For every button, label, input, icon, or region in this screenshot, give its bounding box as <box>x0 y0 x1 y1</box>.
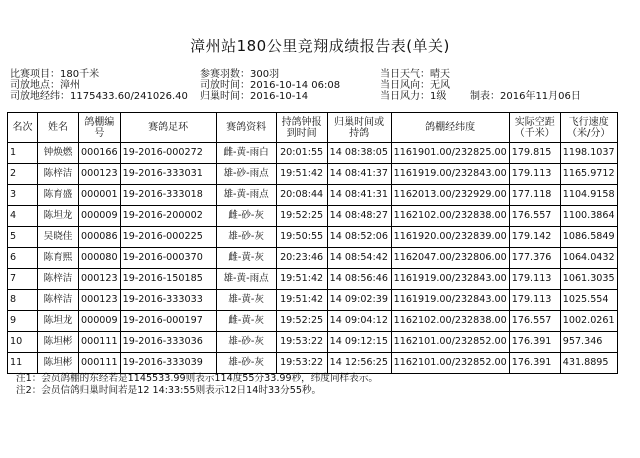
cell-ring: 19-2016-333036 <box>120 332 216 353</box>
cell-pigeon-info: 雄-砂-灰 <box>216 227 276 248</box>
cell-speed: 957.346 <box>560 332 617 353</box>
cell-speed: 431.8895 <box>560 353 617 374</box>
cell-return-time: 14 08:56:46 <box>327 269 391 290</box>
cell-speed: 1104.9158 <box>560 185 617 206</box>
cell-rank: 6 <box>8 248 38 269</box>
col-clock-time: 持鸽钟报到时间 <box>276 113 327 143</box>
cell-name: 陈梓洁 <box>38 164 79 185</box>
cell-clock-time: 19:53:22 <box>276 332 327 353</box>
cell-speed: 1165.9712 <box>560 164 617 185</box>
cell-distance: 176.557 <box>509 311 560 332</box>
cell-clock-time: 20:08:44 <box>276 185 327 206</box>
col-pigeon-info: 赛鸽资料 <box>216 113 276 143</box>
cell-ring: 19-2016-000370 <box>120 248 216 269</box>
cell-distance: 179.815 <box>509 143 560 164</box>
cell-rank: 5 <box>8 227 38 248</box>
cell-ring: 19-2016-150185 <box>120 269 216 290</box>
cell-speed: 1086.5849 <box>560 227 617 248</box>
cell-ring: 19-2016-000272 <box>120 143 216 164</box>
col-coordinates: 鸽棚经纬度 <box>391 113 509 143</box>
table-row <box>8 353 618 374</box>
cell-distance: 179.113 <box>509 164 560 185</box>
cell-distance: 176.391 <box>509 332 560 353</box>
info-release-place: 司放地点：漳州 <box>10 80 80 91</box>
cell-pigeon-info: 雄-砂-灰 <box>216 332 276 353</box>
table-row <box>8 269 618 290</box>
cell-return-time: 14 08:54:42 <box>327 248 391 269</box>
cell-name: 陈梓洁 <box>38 269 79 290</box>
results-table <box>7 112 618 374</box>
note-2: 注2：会员信鸽归巢时间若是12 14:33:55则表示12日14时33分55秒。 <box>16 385 322 396</box>
cell-loft-id: 000001 <box>79 185 121 206</box>
cell-coordinates: 1161920.00/232839.00 <box>391 227 509 248</box>
cell-pigeon-info: 雄-砂-灰 <box>216 353 276 374</box>
cell-distance: 179.113 <box>509 269 560 290</box>
table-row <box>8 164 618 185</box>
info-wind-force: 当日风力：1级 <box>380 91 447 102</box>
cell-name: 陈育盛 <box>38 185 79 206</box>
cell-pigeon-info: 雄-黄-雨点 <box>216 185 276 206</box>
cell-pigeon-info: 雌-砂-灰 <box>216 206 276 227</box>
info-wind-direction: 当日风向：无风 <box>380 80 450 91</box>
cell-coordinates: 1161919.00/232843.00 <box>391 269 509 290</box>
cell-clock-time: 19:50:55 <box>276 227 327 248</box>
cell-rank: 9 <box>8 311 38 332</box>
cell-rank: 7 <box>8 269 38 290</box>
table-row <box>8 206 618 227</box>
cell-distance: 176.391 <box>509 353 560 374</box>
cell-speed: 1025.554 <box>560 290 617 311</box>
table-row <box>8 248 618 269</box>
cell-rank: 8 <box>8 290 38 311</box>
cell-ring: 19-2016-000225 <box>120 227 216 248</box>
cell-ring: 19-2016-333039 <box>120 353 216 374</box>
cell-name: 吴晓佳 <box>38 227 79 248</box>
cell-coordinates: 1162101.00/232852.00 <box>391 332 509 353</box>
cell-rank: 11 <box>8 353 38 374</box>
cell-loft-id: 000123 <box>79 269 121 290</box>
cell-return-time: 14 09:04:12 <box>327 311 391 332</box>
cell-return-time: 14 08:41:37 <box>327 164 391 185</box>
cell-distance: 179.113 <box>509 290 560 311</box>
cell-loft-id: 000086 <box>79 227 121 248</box>
cell-distance: 177.376 <box>509 248 560 269</box>
col-speed: 飞行速度（米/分） <box>560 113 617 143</box>
cell-distance: 177.118 <box>509 185 560 206</box>
cell-distance: 179.142 <box>509 227 560 248</box>
cell-coordinates: 1162013.00/232929.00 <box>391 185 509 206</box>
cell-name: 陈坦龙 <box>38 311 79 332</box>
table-row <box>8 185 618 206</box>
cell-clock-time: 20:01:55 <box>276 143 327 164</box>
cell-rank: 1 <box>8 143 38 164</box>
cell-clock-time: 19:52:25 <box>276 311 327 332</box>
cell-pigeon-info: 雄-黄-灰 <box>216 290 276 311</box>
info-return-date: 归巢时间：2016-10-14 <box>200 91 309 102</box>
cell-pigeon-info: 雌-黄-雨白 <box>216 143 276 164</box>
cell-rank: 10 <box>8 332 38 353</box>
cell-loft-id: 000111 <box>79 353 121 374</box>
cell-name: 钟焕燃 <box>38 143 79 164</box>
cell-loft-id: 000009 <box>79 206 121 227</box>
cell-return-time: 14 08:52:06 <box>327 227 391 248</box>
cell-coordinates: 1161919.00/232843.00 <box>391 290 509 311</box>
cell-name: 陈坦龙 <box>38 206 79 227</box>
cell-loft-id: 000111 <box>79 332 121 353</box>
cell-return-time: 14 12:56:25 <box>327 353 391 374</box>
cell-name: 陈坦彬 <box>38 332 79 353</box>
cell-ring: 19-2016-000197 <box>120 311 216 332</box>
note-1: 注1：会员鸽棚的东经若是1145533.99则表示114度55分33.99秒，纬度同样表示。 <box>16 373 378 384</box>
cell-loft-id: 000123 <box>79 164 121 185</box>
cell-pigeon-info: 雌-黄-灰 <box>216 248 276 269</box>
notes <box>16 373 378 397</box>
cell-name: 陈梓洁 <box>38 290 79 311</box>
info-event: 比赛项目：180千米 <box>10 69 100 80</box>
cell-ring: 19-2016-333018 <box>120 185 216 206</box>
cell-coordinates: 1161919.00/232843.00 <box>391 164 509 185</box>
info-release-time: 司放时间：2016-10-14 06:08 <box>200 80 341 91</box>
cell-return-time: 14 08:41:31 <box>327 185 391 206</box>
cell-distance: 176.557 <box>509 206 560 227</box>
cell-loft-id: 000080 <box>79 248 121 269</box>
cell-name: 陈坦彬 <box>38 353 79 374</box>
cell-pigeon-info: 雄-砂-雨点 <box>216 164 276 185</box>
info-entries: 参赛羽数：300羽 <box>200 69 280 80</box>
cell-coordinates: 1161901.00/232825.00 <box>391 143 509 164</box>
col-ring: 赛鸽足环 <box>120 113 216 143</box>
info-release-coords: 司放地经纬：1175433.60/241026.40 <box>10 91 188 102</box>
cell-rank: 3 <box>8 185 38 206</box>
table-row <box>8 143 618 164</box>
cell-clock-time: 20:23:46 <box>276 248 327 269</box>
cell-speed: 1064.0432 <box>560 248 617 269</box>
cell-ring: 19-2016-333031 <box>120 164 216 185</box>
cell-loft-id: 000123 <box>79 290 121 311</box>
cell-return-time: 14 08:48:27 <box>327 206 391 227</box>
col-rank: 名次 <box>8 113 38 143</box>
cell-loft-id: 000166 <box>79 143 121 164</box>
table-row <box>8 227 618 248</box>
col-name: 姓名 <box>38 113 79 143</box>
table-header-row <box>8 113 618 143</box>
cell-name: 陈育熙 <box>38 248 79 269</box>
cell-clock-time: 19:51:42 <box>276 290 327 311</box>
cell-ring: 19-2016-200002 <box>120 206 216 227</box>
cell-clock-time: 19:51:42 <box>276 269 327 290</box>
cell-speed: 1100.3864 <box>560 206 617 227</box>
cell-rank: 2 <box>8 164 38 185</box>
cell-speed: 1198.1037 <box>560 143 617 164</box>
cell-rank: 4 <box>8 206 38 227</box>
info-weather: 当日天气：晴天 <box>380 69 450 80</box>
cell-pigeon-info: 雄-黄-雨点 <box>216 269 276 290</box>
cell-coordinates: 1162101.00/232852.00 <box>391 353 509 374</box>
info-prepared-date: 制表：2016年11月06日 <box>470 91 581 102</box>
cell-clock-time: 19:52:25 <box>276 206 327 227</box>
table-row <box>8 290 618 311</box>
cell-loft-id: 000009 <box>79 311 121 332</box>
cell-coordinates: 1162047.00/232806.00 <box>391 248 509 269</box>
col-loft-id: 鸽棚编号 <box>79 113 121 143</box>
cell-return-time: 14 09:12:15 <box>327 332 391 353</box>
col-return-time: 归巢时间或持鸽 <box>327 113 391 143</box>
cell-clock-time: 19:53:22 <box>276 353 327 374</box>
col-distance: 实际空距（千米） <box>509 113 560 143</box>
cell-speed: 1061.3035 <box>560 269 617 290</box>
cell-pigeon-info: 雌-黄-灰 <box>216 311 276 332</box>
cell-ring: 19-2016-333033 <box>120 290 216 311</box>
cell-return-time: 14 08:38:05 <box>327 143 391 164</box>
cell-speed: 1002.0261 <box>560 311 617 332</box>
cell-coordinates: 1162102.00/232838.00 <box>391 206 509 227</box>
cell-clock-time: 19:51:42 <box>276 164 327 185</box>
report-title: 漳州站180公里竞翔成绩报告表(单关) <box>190 37 450 55</box>
table-row <box>8 332 618 353</box>
table-row <box>8 311 618 332</box>
cell-coordinates: 1162102.00/232838.00 <box>391 311 509 332</box>
cell-return-time: 14 09:02:39 <box>327 290 391 311</box>
